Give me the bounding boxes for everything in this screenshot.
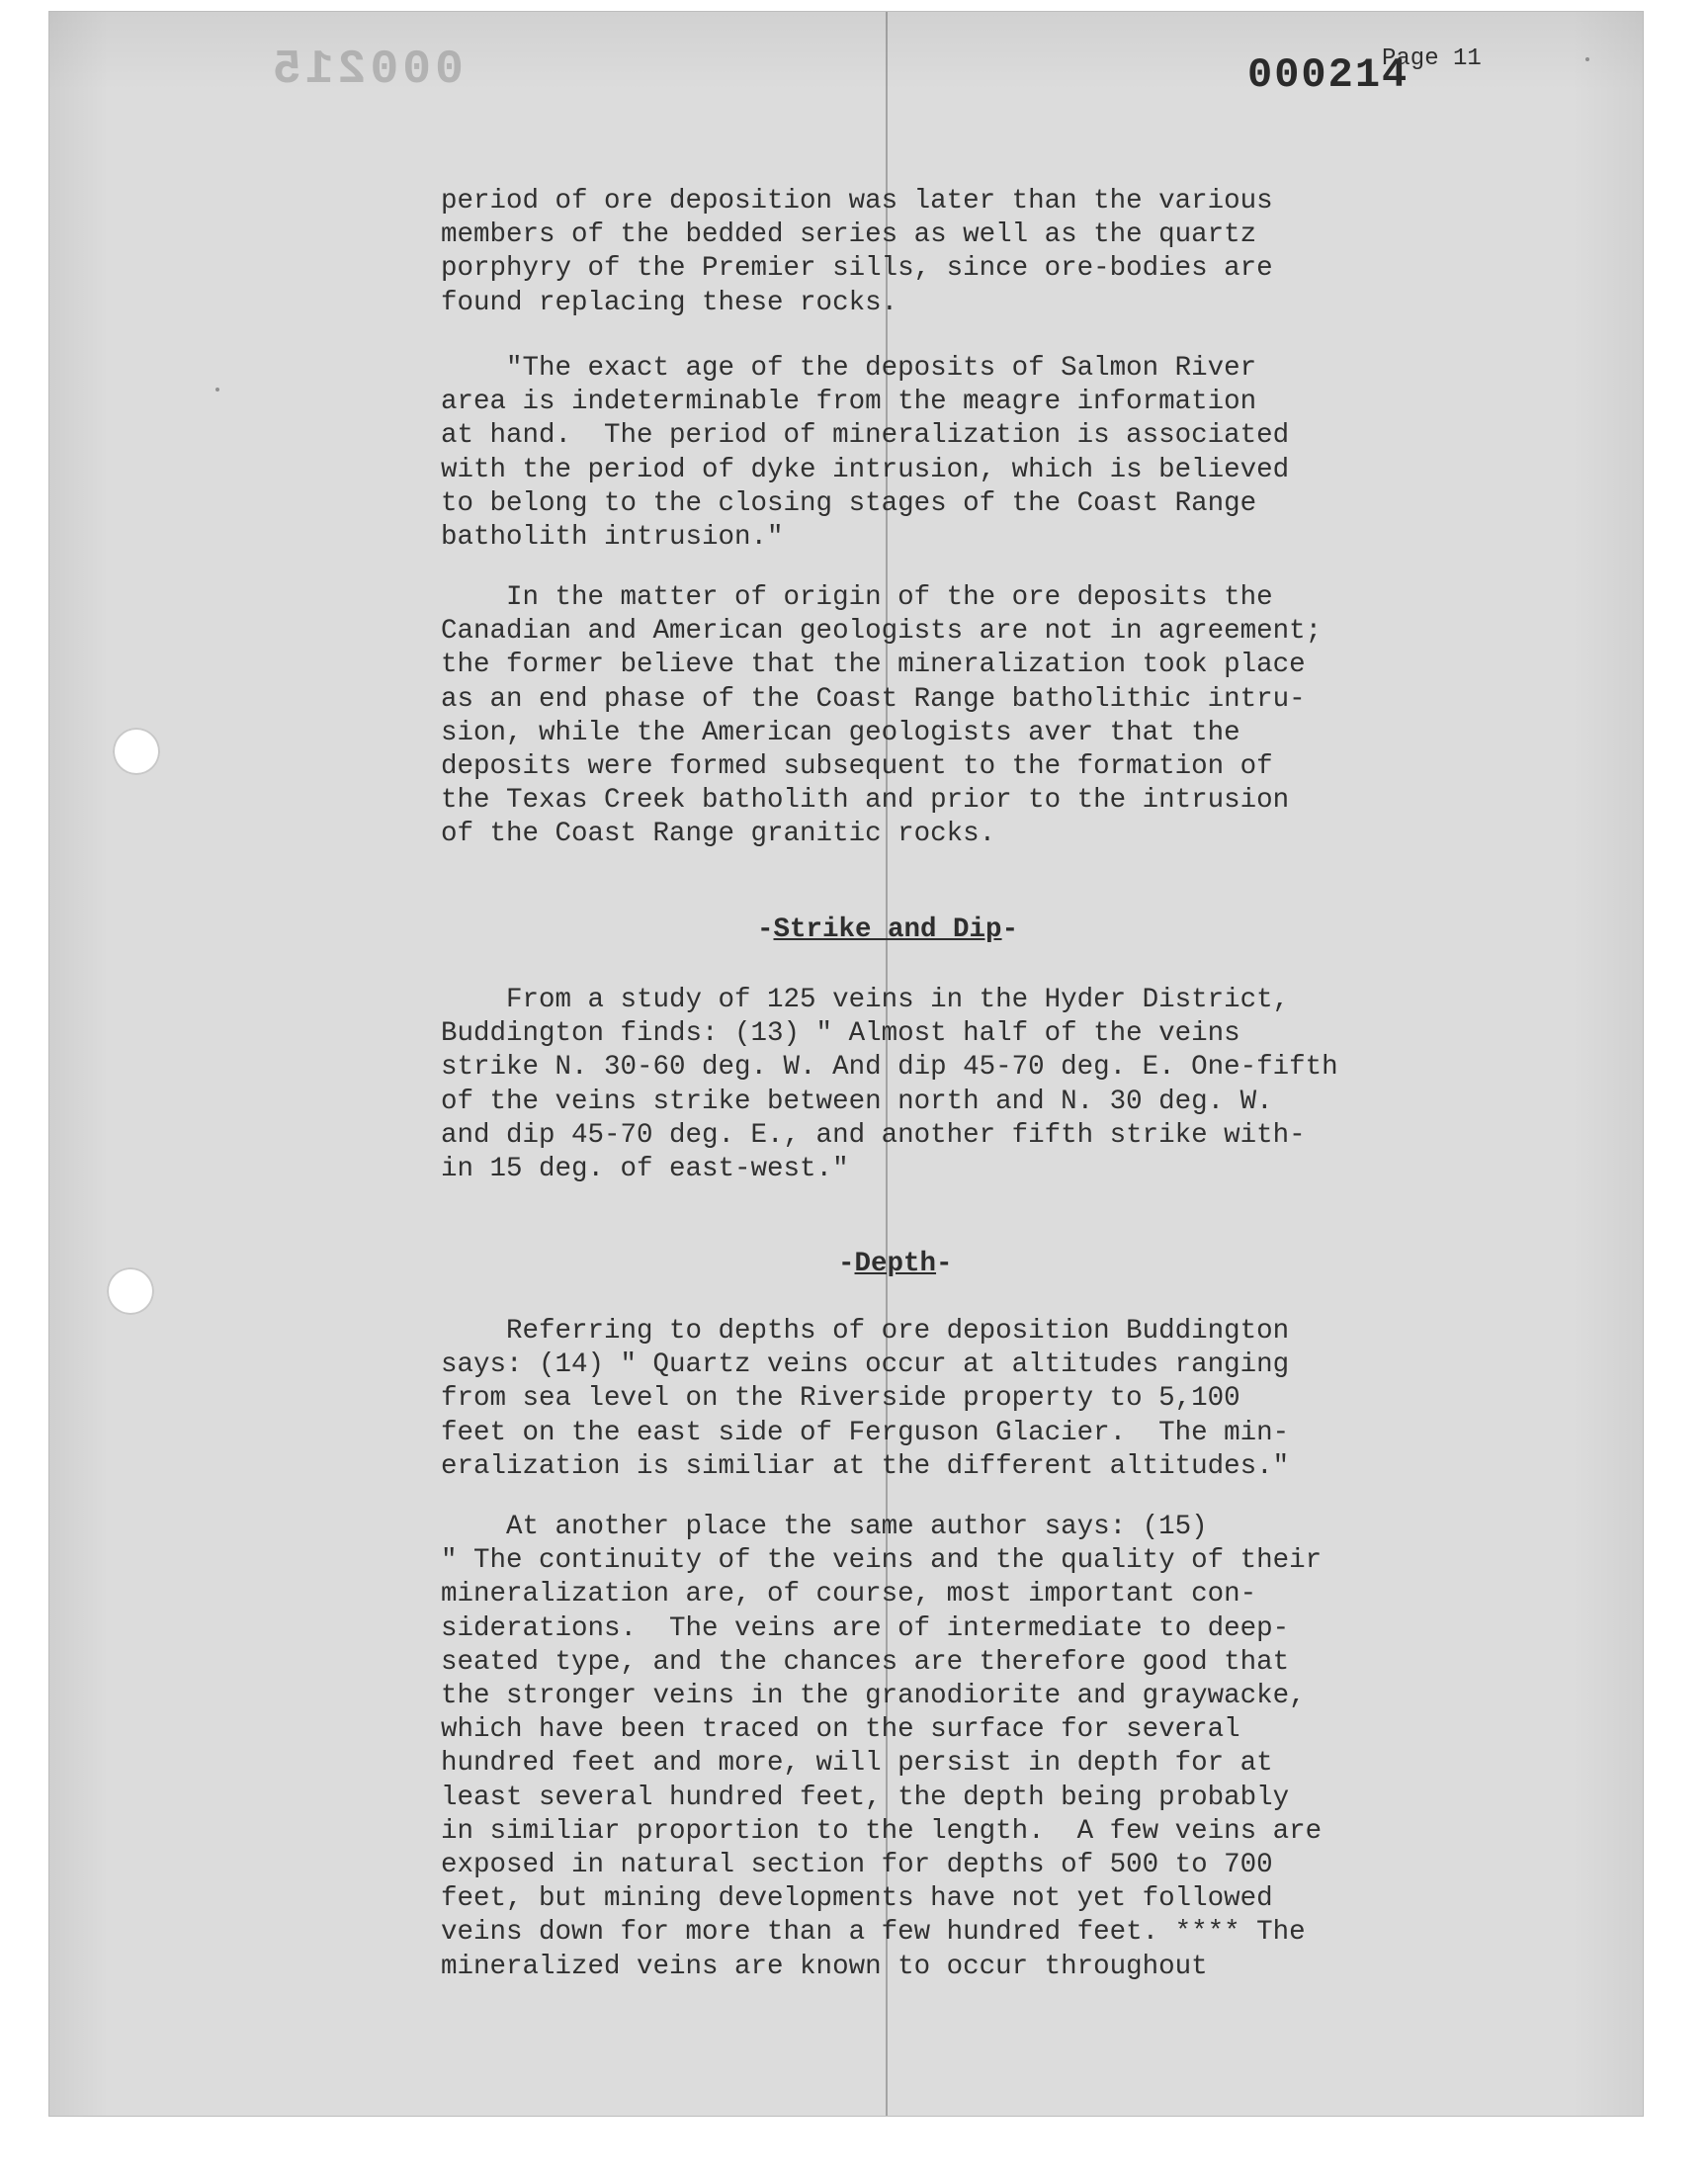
paragraph-deposit-age-quote: "The exact age of the deposits of Salmon River area is indeterminable from the meagre information at hand. The period of mineralization is associated with the period of dyke intrusion, which is believed to belong to the closing stages of the Coast Range batholith intrusion."	[441, 353, 1290, 554]
punch-hole-upper	[113, 728, 160, 775]
section-heading-depth: -Depth-	[838, 1249, 953, 1279]
stamp-overstrike: 14	[1354, 51, 1409, 99]
page-number: Page 11	[1382, 45, 1482, 72]
section-heading-strike-and-dip: -Strike and Dip-	[757, 914, 1019, 945]
paragraph-vein-strike-study: From a study of 125 veins in the Hyder District, Buddington finds: (13) " Almost half of the veins strike N. 30-60 deg. W. And dip 45-70 deg. E. One-fifth of the veins strike between north and N. 30 deg. W. and dip 45-70 deg. E., and another fifth strike with- in 15 deg. of east-west."	[441, 985, 1338, 1185]
paragraph-origin-disagreement: In the matter of origin of the ore deposits the Canadian and American geologists are not in agreement; the former believe that the mineralization took place as an end phase of the Coast Range batholithic intru- sion, while the American geologists aver that the deposits were formed subsequent to the formation of the Texas Creek batholith and prior to the intrusion of the Coast Range granitic rocks.	[441, 582, 1323, 850]
section-heading-strike-and-dip-label: Strike and Dip	[773, 914, 1002, 945]
paragraph-vein-continuity-quote: At another place the same author says: (15) " The continuity of the veins and the quality of their mineralization are, of course, most important con- siderations. The veins are of intermediate to deep- seated type, and the chances are therefore good that the stronger veins in the granodiorite and graywacke, which have been traced on the surface for several hundred feet and more, will persist in depth for at least several hundred feet, the depth being probably in similiar proportion to the length. A few veins are exposed in natural section for depths of 500 to 700 feet, but mining developments have not yet followed veins down for more than a few hundred feet. **** The mineralized veins are known to occur throughout	[441, 1512, 1323, 1982]
paragraph-deposition-depths: Referring to depths of ore deposition Buddington says: (14) " Quartz veins occur at altitudes ranging from sea level on the Riverside property to 5,100 feet on the east side of Ferguson Glacier. The min- eralization is similiar at the different altitudes."	[441, 1316, 1290, 1482]
section-heading-depth-label: Depth	[854, 1249, 937, 1279]
paragraph-ore-deposition-period: period of ore deposition was later than the various members of the bedded series as well as the quartz porphyry of the Premier sills, since ore-bodies are found replacing these rocks.	[441, 186, 1273, 318]
stamp-digits: 0002	[1247, 51, 1355, 99]
paper-speck	[1585, 57, 1589, 61]
mirrored-stamp: 000215	[269, 44, 464, 97]
punch-hole-lower	[107, 1267, 154, 1315]
paper-speck	[215, 388, 219, 392]
